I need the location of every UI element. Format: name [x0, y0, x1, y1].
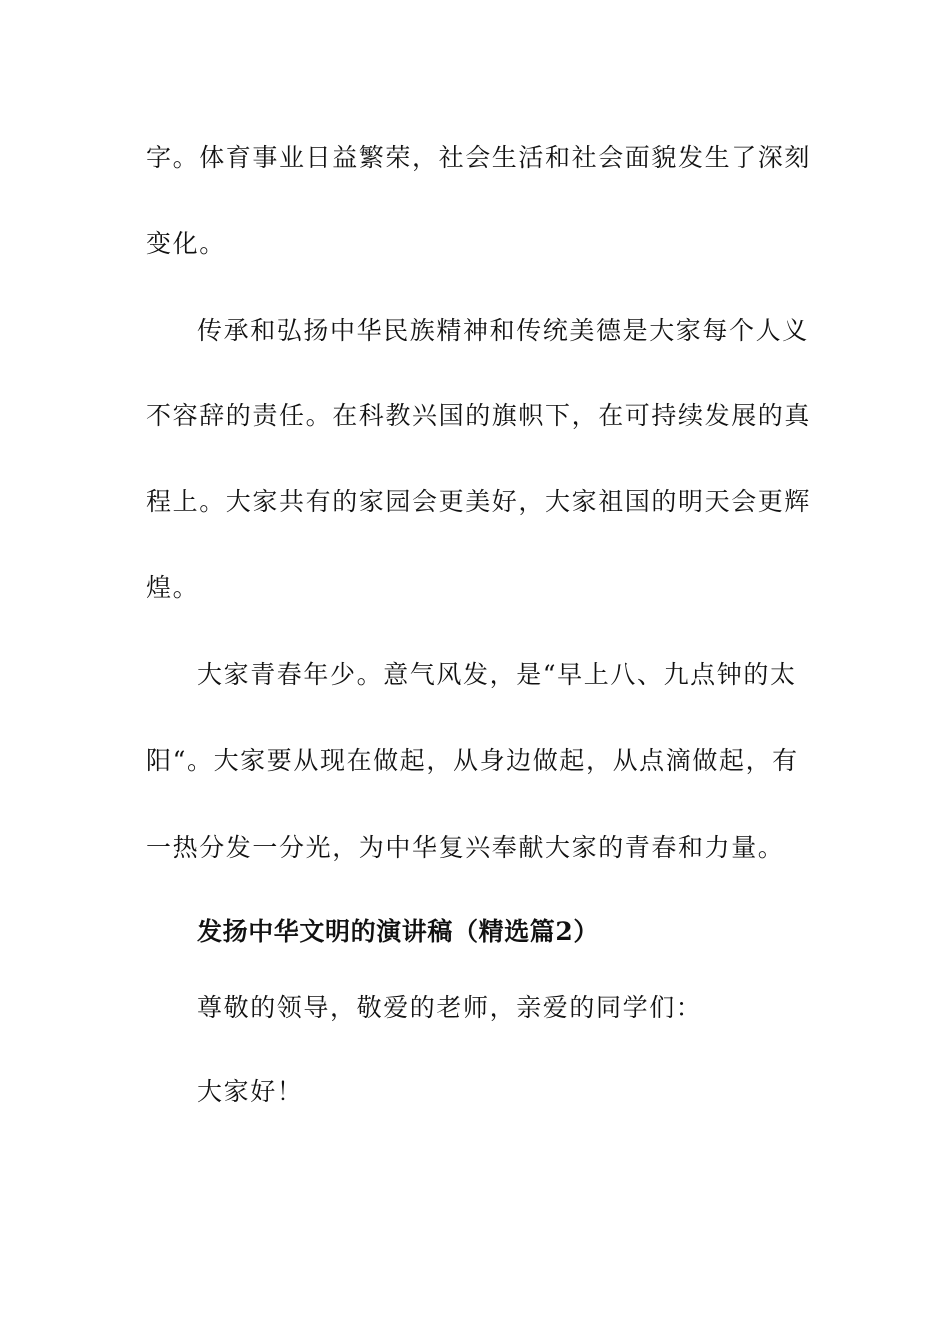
section-heading: 发扬中华文明的演讲稿（精选篇2） — [197, 917, 599, 946]
paragraph-line: 阳“。大家要从现在做起，从身边做起，从点滴做起，有 — [146, 746, 799, 775]
paragraph-line: 变化。 — [146, 229, 226, 258]
paragraph-line: 不容辞的责任。在科教兴国的旗帜下，在可持续发展的真 — [146, 401, 812, 430]
paragraph-line: 一热分发一分光，为中华复兴奉献大家的青春和力量。 — [146, 833, 785, 862]
paragraph-line: 传承和弘扬中华民族精神和传统美德是大家每个人义 — [197, 316, 809, 345]
salutation: 尊敬的领导，敬爱的老师，亲爱的同学们： — [197, 993, 703, 1022]
paragraph-line: 大家青春年少。意气风发，是“早上八、九点钟的太 — [197, 660, 797, 689]
greeting: 大家好！ — [197, 1077, 304, 1106]
paragraph-line: 煌。 — [146, 573, 200, 602]
paragraph-line: 字。体育事业日益繁荣，社会生活和社会面貌发生了深刻 — [146, 143, 812, 172]
paragraph-line: 程上。大家共有的家园会更美好，大家祖国的明天会更辉 — [146, 487, 812, 516]
